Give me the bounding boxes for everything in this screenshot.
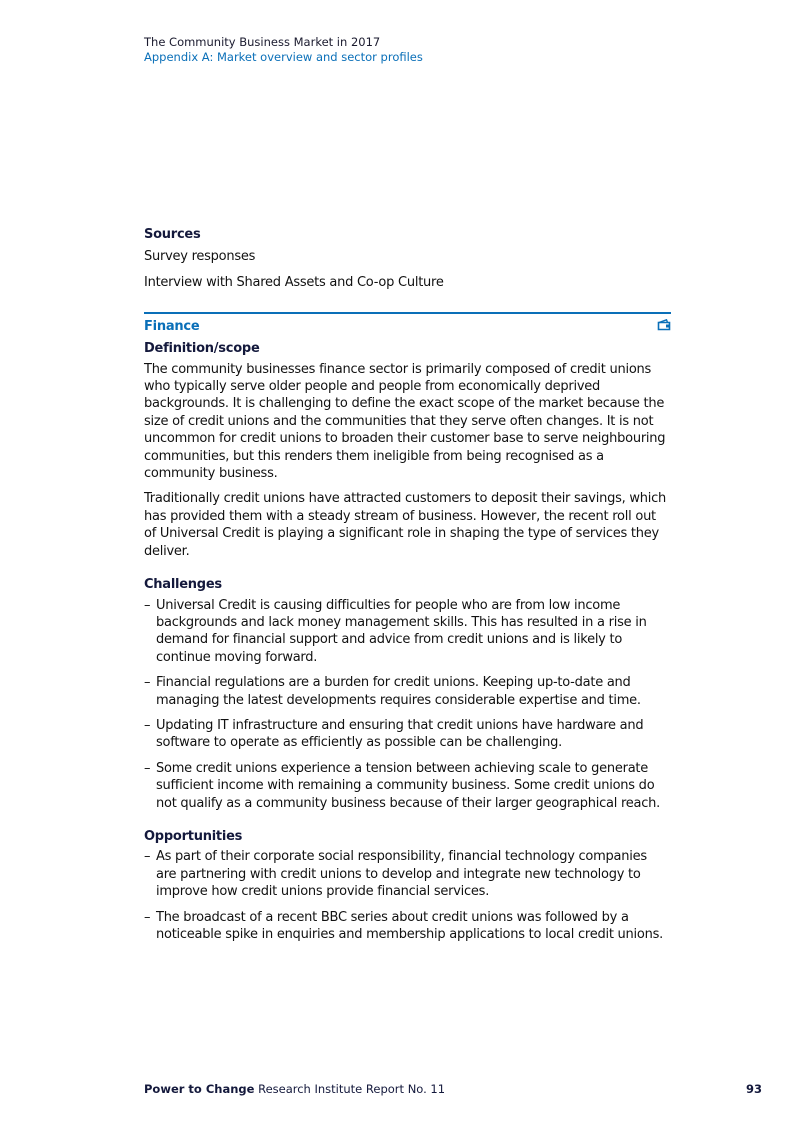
definition-paragraph: The community businesses finance sector is primarily composed of credit unions who typically serve older people and people from economically deprived backgrounds. It is challenging to define the exact scope of the market because the size of credit unions and the communities that they serve often changes. It is not uncommon for credit unions to broaden their customer base to serve neighbouring communities, but this renders them ineligible from being recognised as a community business. [144,361,666,482]
list-item-text: Some credit unions experience a tension between achieving scale to generate sufficient income with remaining a community business. Some credit unions do not qualify as a community business because of their larger geographical reach. [156,760,661,811]
definition-heading: Definition/scope [144,341,260,357]
list-item [144,909,671,944]
list-item [144,674,671,709]
dash-bullet: – [144,849,151,865]
definition-paragraph: Traditionally credit unions have attracted customers to deposit their savings, which has provided them with a steady stream of business. However, the recent roll out of Universal Credit is playing a significant role in shaping the type of services they deliver. [144,491,666,559]
footer-report-title: Research Institute Report No. 11 [258,1082,446,1096]
list-item-text: Updating IT infrastructure and ensuring that credit unions have hardware and software to operate as efficiently as possible can be challenging. [156,717,644,751]
list-item [144,597,671,667]
opportunities-heading: Opportunities [144,828,243,844]
dash-bullet: – [144,909,151,925]
challenges-list [144,597,671,812]
challenges-heading: Challenges [144,577,222,593]
list-item [144,760,671,812]
running-header [144,35,423,65]
list-item-text: As part of their corporate social responsibility, financial technology companies are partnering with credit unions to develop and integrate new technology to improve how credit unions provide financial services. [156,849,647,900]
document-subtitle: Appendix A: Market overview and sector profiles [144,50,423,64]
footer-brand: Power to Change [144,1082,255,1096]
page-footer [144,1082,762,1097]
section-title: Finance [144,319,200,335]
dash-bullet: – [144,760,151,776]
list-item-text: Universal Credit is causing difficulties for people who are from low income backgrounds and lack money management skills. This has resulted in a rise in demand for financial support and advice from credit unions and is likely to continue moving forward. [156,597,647,665]
page-number: 93 [745,1082,762,1096]
list-item-text: The broadcast of a recent BBC series about credit unions was followed by a noticeable spike in enquiries and membership applications to local credit unions. [156,909,663,942]
wallet-icon [657,319,671,331]
dash-bullet: – [144,597,151,613]
dash-bullet: – [144,717,151,733]
finance-section [144,312,671,943]
opportunities-list [144,848,671,943]
document-title: The Community Business Market in 2017 [144,35,381,49]
page-content [144,226,671,951]
source-item: Interview with Shared Assets and Co-op Culture [144,274,444,290]
dash-bullet: – [144,675,151,691]
list-item [144,717,671,752]
sources-block [144,226,671,291]
source-item: Survey responses [144,249,256,265]
sources-heading: Sources [144,227,201,242]
list-item [144,848,671,900]
list-item-text: Financial regulations are a burden for credit unions. Keeping up-to-date and managing the latest developments requires considerable expertise and time. [156,675,641,708]
